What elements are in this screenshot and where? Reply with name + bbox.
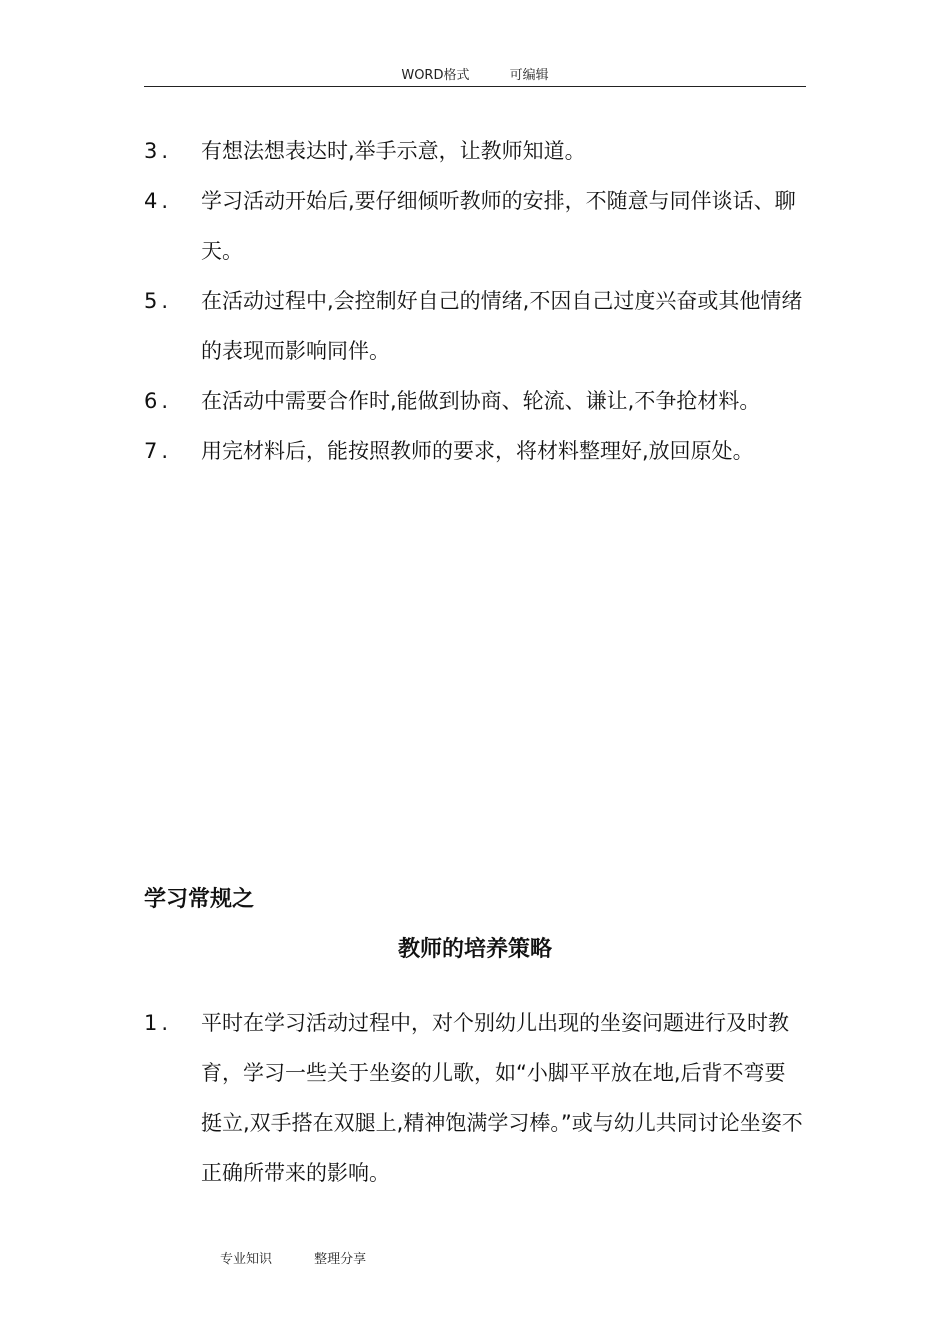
list-item-text: 用完材料后，能按照教师的要求，将材料整理好,放回原处。: [201, 439, 754, 463]
list-item-number: 6.: [144, 389, 173, 413]
header-format-label: WORD格式: [401, 68, 470, 83]
list-item-text: 在活动过程中,会控制好自己的情绪,不因自己过度兴奋或其他情绪的表现而影响同伴。: [201, 289, 803, 363]
list-item-text: 平时在学习活动过程中，对个别幼儿出现的坐姿问题进行及时教育，学习一些关于坐姿的儿歌，如“小脚平平放在地,后背不弯要挺立,双手搭在双腿上,精神饱满学习棒。”或与幼儿共同讨论坐姿不正确所带来的影响。: [201, 1011, 803, 1185]
page-header: [144, 64, 806, 87]
list-item-text: 学习活动开始后,要仔细倾听教师的安排，不随意与同伴谈话、聊天。: [201, 189, 796, 263]
list-item: [144, 176, 806, 276]
list-item: [144, 426, 806, 476]
list-item: [144, 276, 806, 376]
list-item: [144, 126, 806, 176]
header-editable-label: 可编辑: [509, 68, 549, 83]
list-item-number: 4.: [144, 189, 173, 213]
section-title: 学习常规之: [144, 887, 255, 912]
section-subtitle: 教师的培养策略: [397, 937, 552, 962]
rules-list: [144, 126, 806, 476]
list-item-text: 有想法想表达时,举手示意，让教师知道。: [201, 139, 586, 163]
list-item-number: 7.: [144, 439, 173, 463]
list-item: [144, 998, 806, 1198]
footer-share-label: 整理分享: [314, 1252, 367, 1267]
footer-knowledge-label: 专业知识: [220, 1252, 273, 1267]
page-footer: [220, 1248, 404, 1267]
list-item-number: 3.: [144, 139, 173, 163]
list-item-number: 5.: [144, 289, 173, 313]
strategy-list: [144, 998, 806, 1198]
list-item-text: 在活动中需要合作时,能做到协商、轮流、谦让,不争抢材料。: [201, 389, 761, 413]
list-item-number: 1.: [144, 1011, 173, 1035]
list-item: [144, 376, 806, 426]
